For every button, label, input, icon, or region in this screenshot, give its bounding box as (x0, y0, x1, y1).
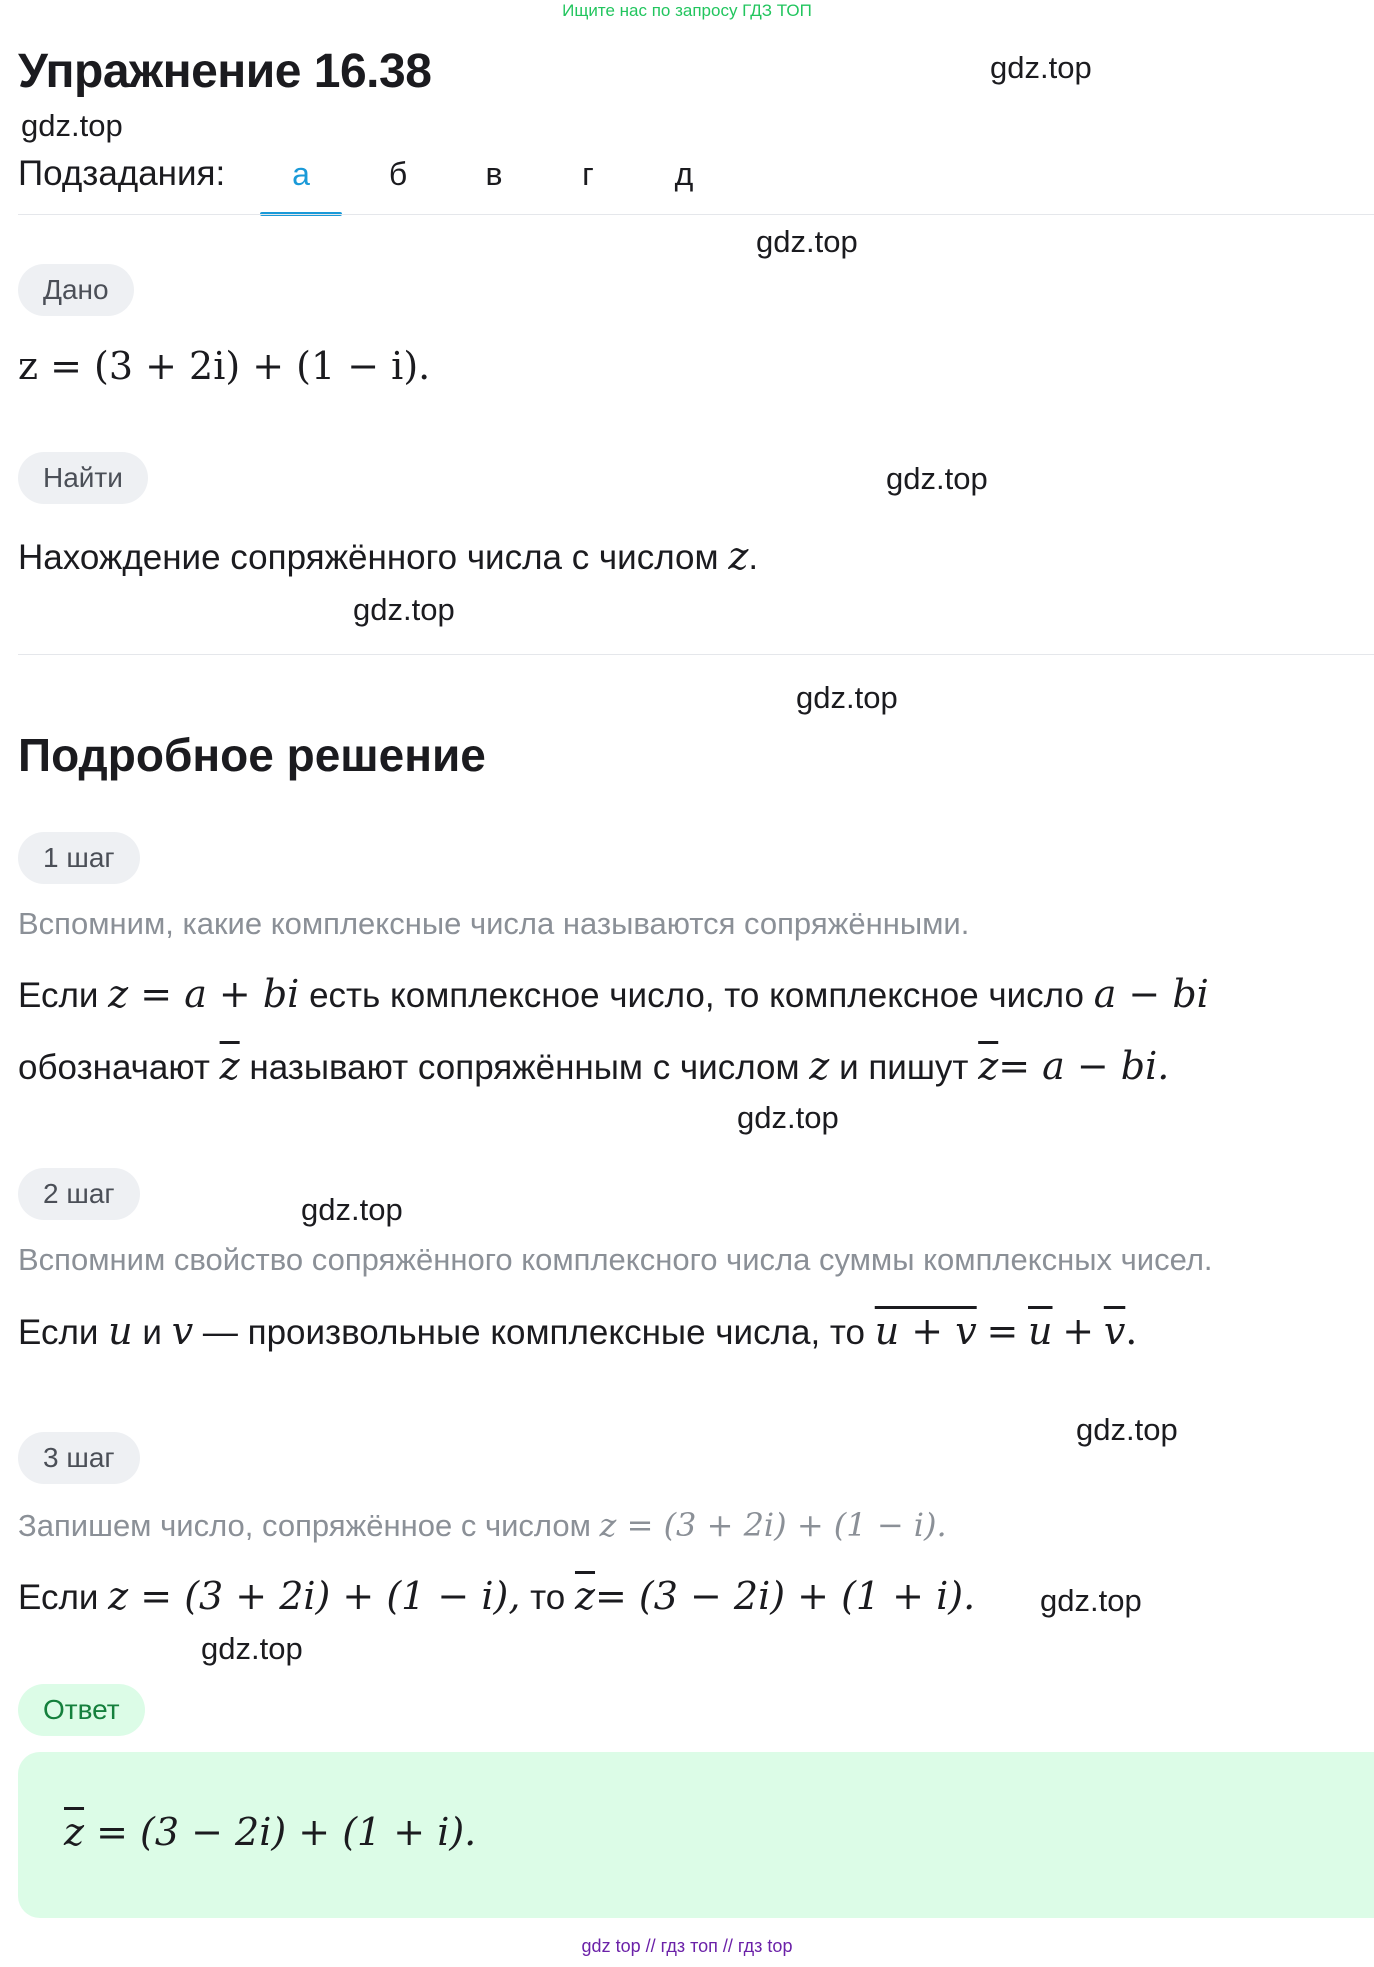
top-banner: Ищите нас по запросу ГДЗ ТОП (562, 1, 812, 20)
page-title: Упражнение 16.38 (18, 45, 432, 98)
text: то (530, 1578, 566, 1617)
math-conj-expr: = (3 − 2i) + (1 + i). (595, 1574, 976, 1618)
text: есть комплексное число, то комплексное число (309, 976, 1084, 1015)
math-v: v (171, 1309, 194, 1353)
solution-heading: Подробное решение (18, 729, 486, 781)
math-z-bar: $\overline{z}$ (978, 1044, 999, 1088)
text: Если (18, 1578, 99, 1617)
math-conj: a − bi (1093, 972, 1209, 1016)
given-expression: z = (3 + 2i) + (1 − i). (18, 344, 431, 388)
math-v-bar: $\overline{v}$ (1103, 1309, 1126, 1353)
text: и пишут (839, 1048, 969, 1087)
tab-a[interactable]: а (292, 156, 310, 192)
step-2-hint: Вспомним свойство сопряжённого комплексного числа суммы комплексных чисел. (18, 1242, 1213, 1277)
text: — произвольные комплексные числа, то (202, 1313, 866, 1352)
watermark: gdz.top (201, 1631, 303, 1666)
footer-links: gdz top // гдз топ // гдз top (581, 1936, 793, 1956)
watermark: gdz.top (990, 50, 1092, 85)
answer-pill: Ответ (18, 1684, 145, 1736)
math-z-bar: $\overline{z}$ (574, 1574, 596, 1618)
watermark: gdz.top (1076, 1412, 1178, 1447)
math-z: z (809, 1044, 830, 1088)
step-1-pill: 1 шаг (18, 832, 140, 884)
watermark: gdz.top (796, 680, 898, 715)
text: называют сопряжённым с числом (249, 1048, 800, 1087)
step-1-line-1 (18, 972, 1209, 1016)
section-divider (18, 654, 1374, 655)
text: Если (18, 1313, 99, 1352)
step-2-pill: 2 шаг (18, 1168, 140, 1220)
answer-expression (64, 1810, 476, 1854)
math-z-bar: $\overline{z}$ (64, 1810, 85, 1854)
math-u: u (108, 1309, 133, 1353)
watermark: gdz.top (1040, 1583, 1142, 1618)
step-3-line-1 (18, 1574, 975, 1618)
tab-b[interactable]: б (388, 156, 408, 192)
math-dot: . (1125, 1309, 1138, 1353)
subtasks-label: Подзадания: (18, 154, 226, 193)
math-plus: + (1062, 1309, 1095, 1353)
find-text: Нахождение сопряжённого числа с числом z. (18, 534, 759, 578)
math-u-bar: $\overline{u}$ (1028, 1309, 1053, 1353)
watermark: gdz.top (353, 592, 455, 627)
watermark: gdz.top (21, 108, 123, 143)
math-conj-eq: = a − bi. (998, 1044, 1170, 1088)
tab-d[interactable]: д (674, 156, 694, 192)
text: обозначают (18, 1048, 210, 1087)
step-1-hint: Вспомним, какие комплексные числа называются сопряжёнными. (18, 906, 970, 941)
text: Запишем число, сопряжённое с числом (18, 1508, 591, 1543)
step-2-line-1 (18, 1309, 1137, 1353)
watermark: gdz.top (756, 224, 858, 259)
find-pill: Найти (18, 452, 148, 504)
watermark: gdz.top (737, 1100, 839, 1135)
math-z-expr: z = (3 + 2i) + (1 − i), (108, 1574, 521, 1618)
tab-v[interactable]: в (485, 156, 503, 192)
math-z-def: z = a + bi (108, 972, 300, 1016)
text: и (142, 1313, 162, 1352)
math-sum-bar: u + v (874, 1309, 977, 1353)
watermark: gdz.top (886, 461, 988, 496)
math-z-bar: $\overline{z}$ (219, 1044, 240, 1088)
math-answer: = (3 − 2i) + (1 + i). (96, 1810, 477, 1854)
tabs-divider (18, 214, 1374, 215)
given-pill: Дано (18, 264, 134, 316)
tab-g[interactable]: г (582, 156, 594, 192)
step-3-hint (18, 1506, 947, 1544)
math-z-expr: z = (3 + 2i) + (1 − i). (599, 1506, 947, 1544)
find-var: z (728, 534, 749, 578)
watermark: gdz.top (301, 1192, 403, 1227)
step-3-pill: 3 шаг (18, 1432, 140, 1484)
math-eq: = (986, 1309, 1019, 1353)
find-text-label: Нахождение сопряжённого числа с числом (18, 538, 719, 577)
text: Если (18, 976, 99, 1015)
step-1-line-2 (18, 1044, 1169, 1088)
